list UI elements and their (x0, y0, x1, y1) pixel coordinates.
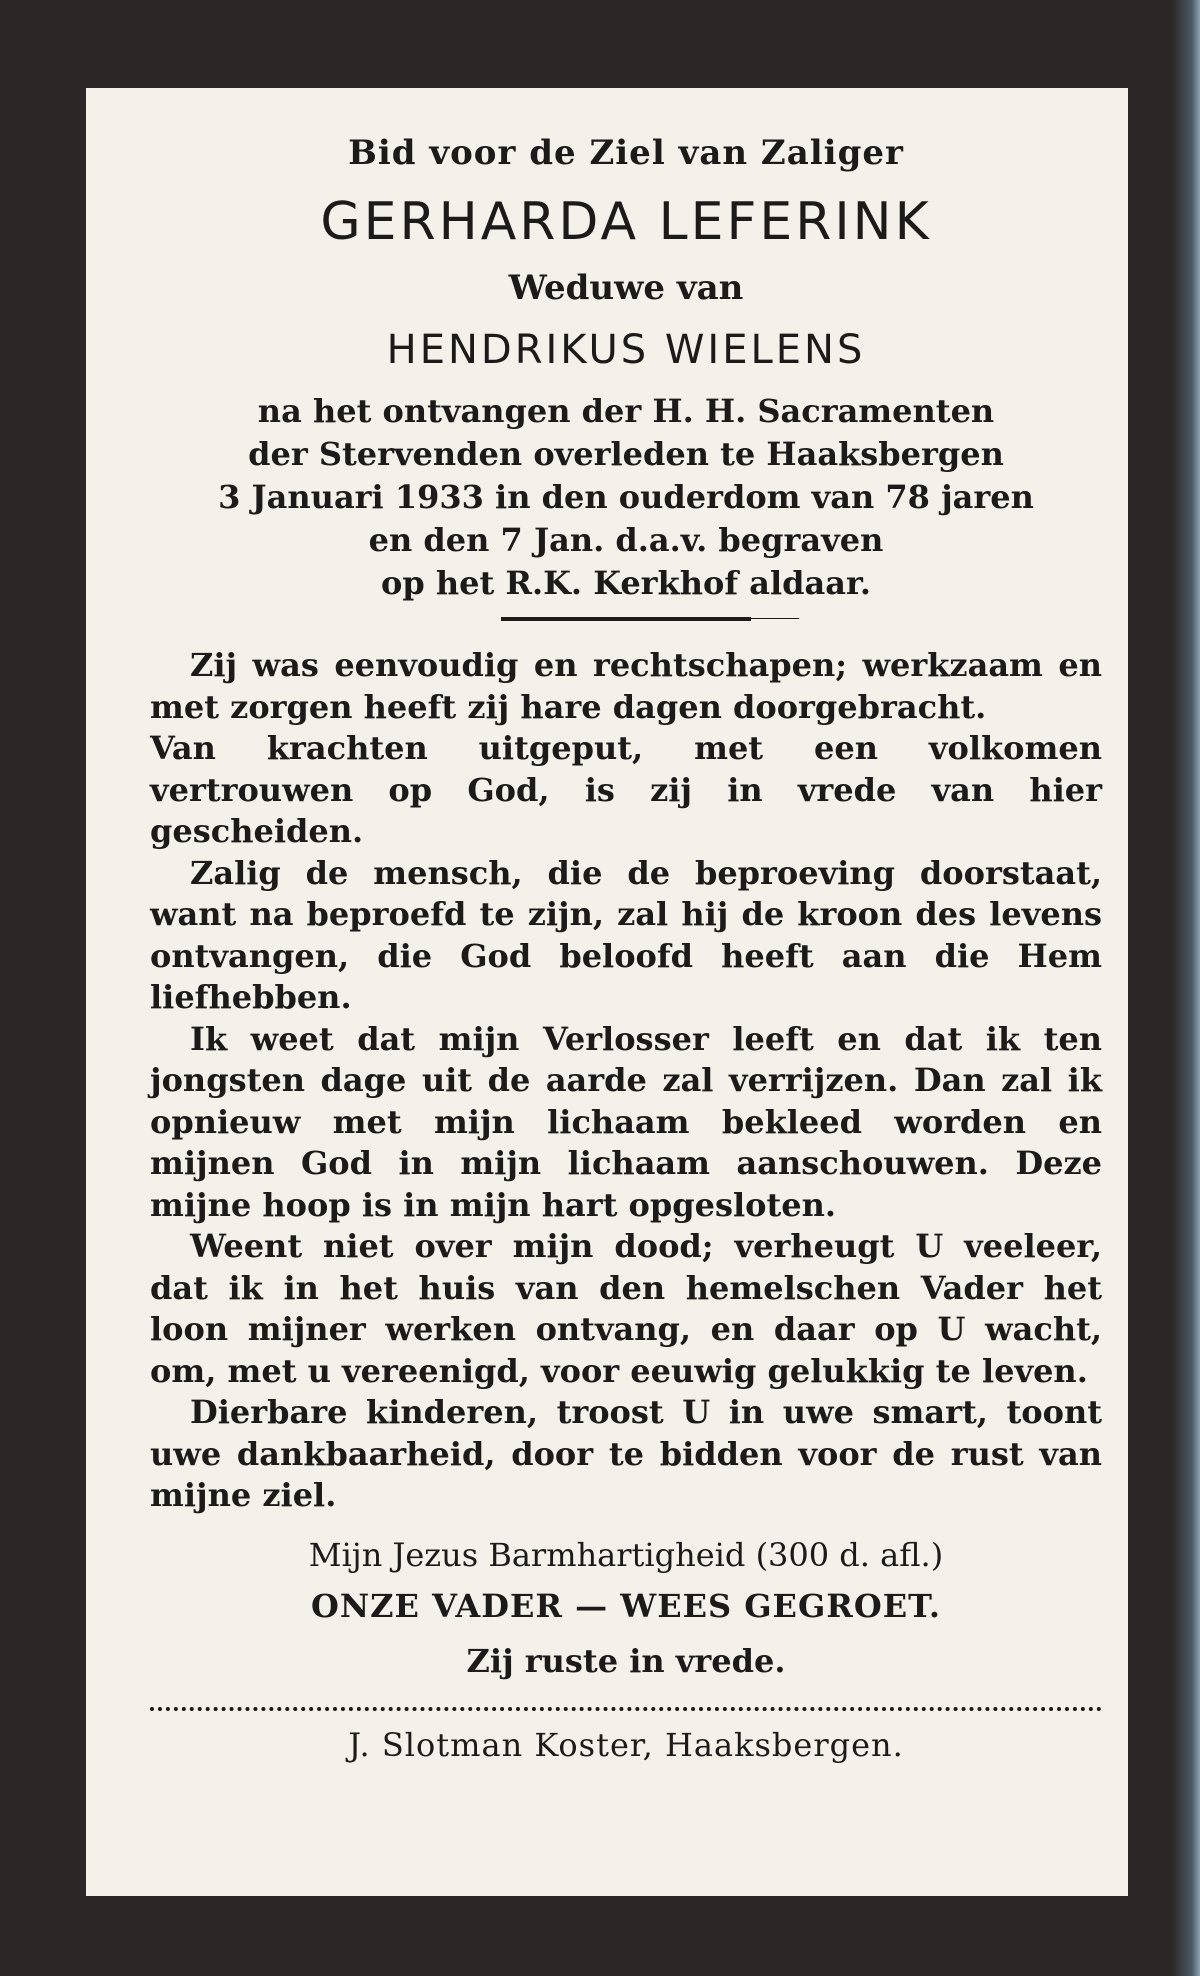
paragraph: Weent niet over mijn dood; verheugt U veeleer, dat ik in het huis van den hemelschen Vader het loon mijner werken ontvang, en daar op U wacht, om, met u vereenigd, voor eeuwig gelukkig te leven. (150, 1227, 1102, 1390)
rest-in-peace-line: Zij ruste in vrede. (466, 1641, 786, 1680)
scan-edge (1172, 0, 1200, 1976)
paragraph: Van krachten uitgeput, met een volkomen vertrouwen op God, is zij in vrede van hier gescheiden. (150, 729, 1102, 850)
announcement (150, 390, 1102, 605)
announcement-line: op het R.K. Kerkhof aldaar. (380, 564, 872, 602)
printer-credit: J. Slotman Koster, Haaksbergen. (348, 1725, 904, 1764)
paragraph: Zalig de mensch, die de beproeving doorstaat, want na beproefd te zijn, zal hij de kroon des levens ontvangen, die God beloofd heeft aan die Hem liefhebben. (150, 853, 1102, 1016)
relation-line: Weduwe van (508, 268, 744, 308)
body-text (150, 645, 1102, 1517)
spouse-name: HENDRIKUS WIELENS (386, 327, 866, 373)
prayer-line: Mijn Jezus Barmhartigheid (300 d. afl.) (308, 1535, 944, 1574)
paragraph: Zij was eenvoudig en rechtschapen; werkzaam en met zorgen heeft zij hare dagen doorgebracht. (150, 646, 1102, 726)
intro-line: Bid voor de Ziel van Zaliger (348, 133, 904, 173)
prayer-caps-line: ONZE VADER — WEES GEGROET. (311, 1586, 941, 1625)
announcement-line: en den 7 Jan. d.a.v. begraven (368, 521, 884, 559)
deceased-name: GERHARDA LEFERINK (320, 192, 932, 252)
paragraph: Dierbare kinderen, troost U in uwe smart, toont uwe dankbaarheid, door te bidden voor de rust van mijne ziel. (150, 1393, 1102, 1514)
paragraph: Ik weet dat mijn Verlosser leeft en dat ik ten jongsten dage uit de aarde zal verrijzen. Dan zal ik opnieuw met mijn lichaam bekleed worden en mijnen God in mijn lichaam aanschouwen. Deze mijne hoop is in mijn hart opgesloten. (150, 1019, 1102, 1224)
announcement-line: na het ontvangen der H. H. Sacramenten (257, 392, 995, 430)
dotted-separator (150, 1707, 1102, 1711)
announcement-line: 3 Januari 1933 in den ouderdom van 78 jaren (218, 478, 1034, 516)
announcement-line: der Stervenden overleden te Haaksbergen (248, 435, 1004, 473)
ornamental-divider (501, 617, 751, 621)
memorial-card (86, 88, 1128, 1896)
